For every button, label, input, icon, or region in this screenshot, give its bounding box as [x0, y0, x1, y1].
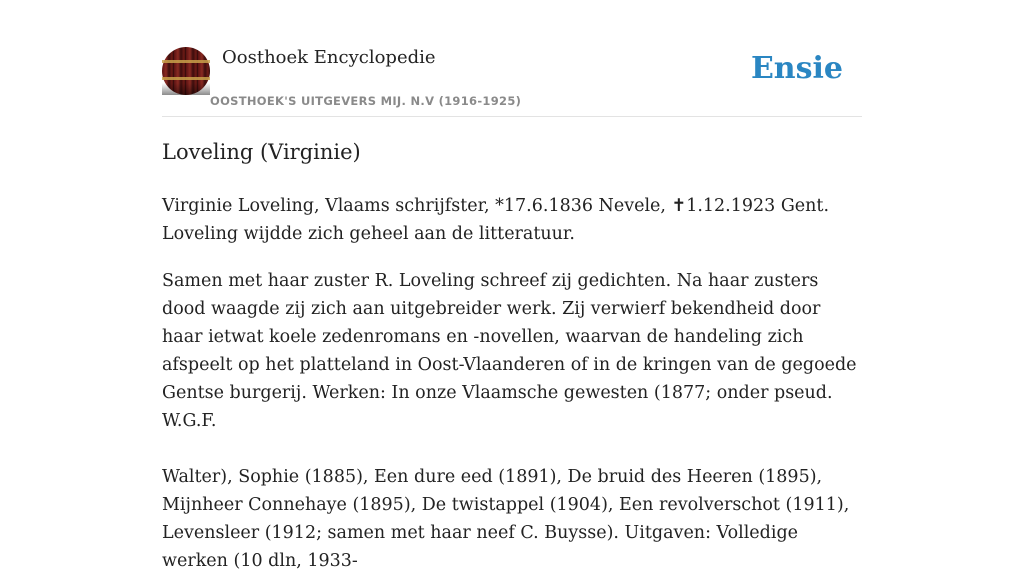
article-intro: Virginie Loveling, Vlaams schrijfster, *17.6.1836 Nevele, ✝1.12.1923 Gent. Loveling wijdde zich geheel aan de litteratuur. [162, 196, 830, 244]
avatar-shade [162, 83, 210, 95]
article-title: Loveling (Virginie) [162, 140, 361, 164]
source-header [162, 46, 862, 117]
source-name-link[interactable]: Oosthoek Encyclopedie [222, 47, 436, 68]
article-paragraph: Samen met haar zuster R. Loveling schreef zij gedichten. Na haar zusters dood waagde zij zich aan uitgebreider werk. Zij verwierf bekendheid door haar ietwat koele zedenromans en -novellen, waarvan de handeling zich afspeelt op het platteland in Oost-Vlaanderen of in de kringen van de gegoede Gentse burgerij. Werken: In onze Vlaamsche gewesten (1877; onder pseud. W.G.F. [162, 271, 857, 431]
article-paragraph: Walter), Sophie (1885), Een dure eed (1891), De bruid des Heeren (1895), Mijnheer Connehaye (1895), De twistappel (1904), Een revolverschot (1911), Levensleer (1912; samen met haar neef C. Buysse). Uitgaven: Volledige werken (10 dln, 1933- [162, 467, 850, 571]
book-spine-band [162, 77, 210, 80]
book-spine-band [162, 60, 210, 63]
article-body [162, 192, 862, 575]
source-avatar[interactable] [162, 47, 210, 95]
source-subtitle: OOSTHOEK'S UITGEVERS MIJ. N.V (1916-1925) [210, 94, 522, 108]
ensie-logo-link[interactable]: Ensie [750, 51, 843, 86]
